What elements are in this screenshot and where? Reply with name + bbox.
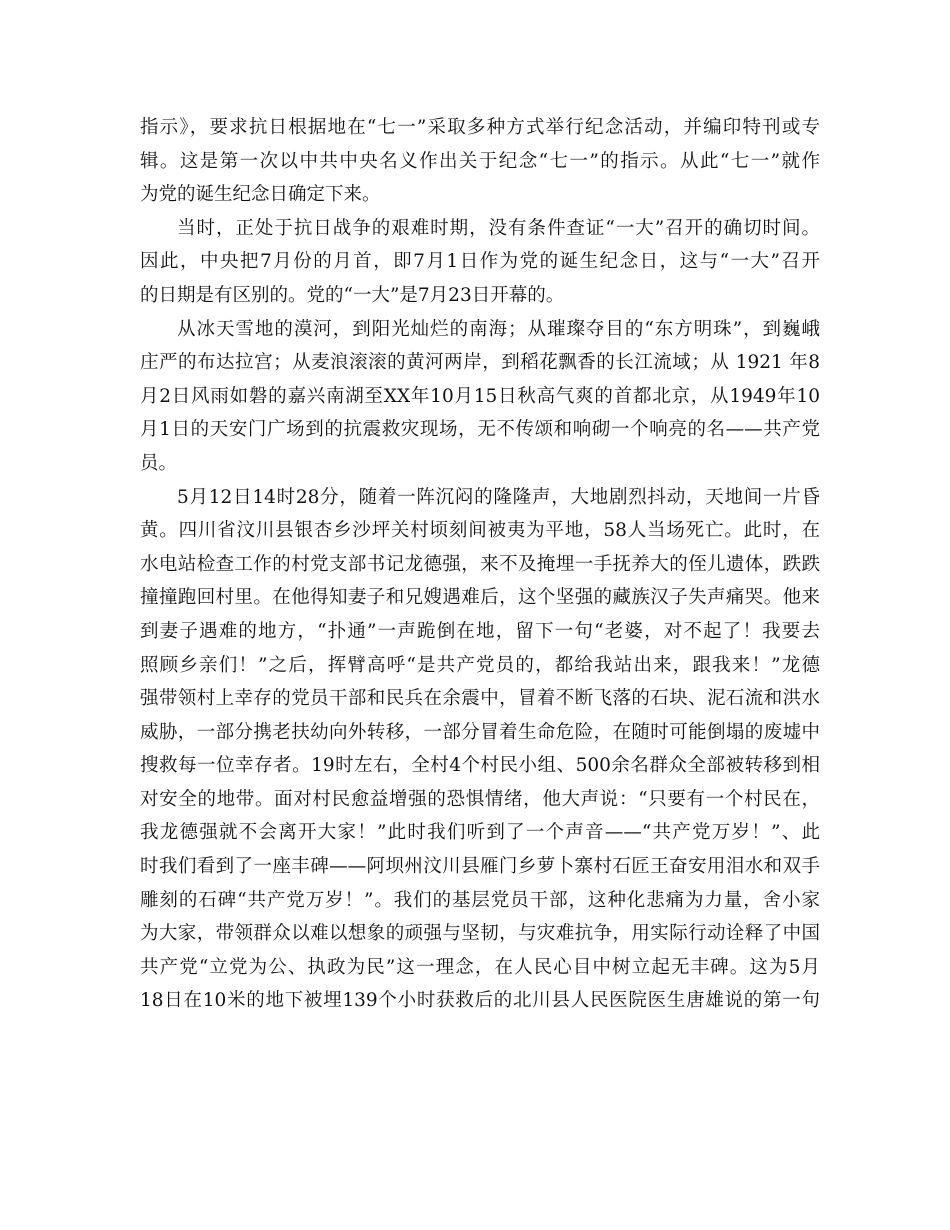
text-line: 为党的诞生纪念日确定下来。 (140, 184, 381, 206)
text-line: 辑。这是第一次以中共中央名义作出关于纪念“七一”的指示。从此“七一”就作 (140, 150, 820, 172)
text-line: 从冰天雪地的漠河，到阳光灿烂的南海；从璀璨夺目的“东方明珠”，到巍峨 (177, 318, 820, 340)
text-line: 月2日风雨如磐的嘉兴南湖至XX年10月15日秋高气爽的首都北京，从1949年10 (140, 385, 820, 407)
text-line: 员。 (140, 452, 178, 474)
paragraph (140, 313, 820, 481)
text-line: 庄严的布达拉宫；从麦浪滚滚的黄河两岸，到稻花飘香的长江流域；从 1921 年8 (140, 352, 820, 374)
text-line: 共产党“立党为公、执政为民”这一理念，在人民心目中树立起无丰碑。这为5月 (140, 956, 820, 978)
text-line: 水电站检查工作的村党支部书记龙德强，来不及掩埋一手抚养大的侄儿遗体，跌跌 (140, 553, 820, 575)
text-line: 的日期是有区别的。党的“一大”是7月23日开幕的。 (140, 284, 565, 306)
text-line: 雕刻的石碑“共产党万岁！”。我们的基层党员干部，这种化悲痛为力量，舍小家 (140, 889, 820, 911)
text-line: 因此，中央把7月份的月首，即7月1日作为党的诞生纪念日，这与“一大”召开 (140, 251, 820, 273)
paragraph (140, 212, 820, 313)
text-line: 指示》，要求抗日根据地在“七一”采取多种方式举行纪念活动，并编印特刊或专 (140, 117, 820, 138)
text-line: 18日在10米的地下被埋139个小时获救后的北川县人民医院医生唐雄说的第一句 (140, 990, 820, 1012)
text-line: 对安全的地带。面对村民愈益增强的恐惧情绪，他大声说：“只要有一个村民在， (140, 788, 820, 810)
text-line: 到妻子遇难的地方，“扑通”一声跪倒在地，留下一句“老婆，对不起了！我要去 (140, 620, 820, 642)
text-line: 月1日的天安门广场到的抗震救灾现场，无不传颂和响砌一个响亮的名——共产党 (140, 419, 820, 441)
text-line: 为大家，带领群众以难以想象的顽强与坚韧，与灾难抗争，用实际行动诠释了中国 (140, 923, 820, 945)
paragraph (140, 111, 820, 212)
text-line: 我龙德强就不会离开大家！”此时我们听到了一个声音——“共产党万岁！”、此 (140, 822, 820, 844)
text-line: 时我们看到了一座丰碑——阿坝州汶川县雁门乡萝卜寨村石匠王奋安用泪水和双手 (140, 856, 820, 878)
text-line: 当时，正处于抗日战争的艰难时期，没有条件查证“一大”召开的确切时间。 (177, 217, 820, 239)
text-line: 黄。四川省汶川县银杏乡沙坪关村顷刻间被夷为平地，58人当场死亡。此时，在 (140, 520, 820, 542)
text-line: 撞撞跑回村里。在他得知妻子和兄嫂遇难后，这个坚强的藏族汉子失声痛哭。他来 (140, 587, 820, 609)
document-body (140, 111, 820, 1018)
text-line: 威胁，一部分携老扶幼向外转移，一部分冒着生命危险，在随时可能倒塌的废墟中 (140, 721, 820, 743)
paragraph (140, 481, 820, 1019)
text-line: 强带领村上幸存的党员干部和民兵在余震中，冒着不断飞落的石块、泥石流和洪水 (140, 688, 820, 710)
text-line: 搜救每一位幸存者。19时左右，全村4个村民小组、500余名群众全部被转移到相 (140, 755, 820, 777)
text-line: 5月12日14时28分，随着一阵沉闷的隆隆声，大地剧烈抖动，天地间一片昏 (177, 486, 820, 508)
text-line: 照顾乡亲们！”之后，挥臂高呼“是共产党员的，都给我站出来，跟我来！”龙德 (140, 654, 820, 676)
